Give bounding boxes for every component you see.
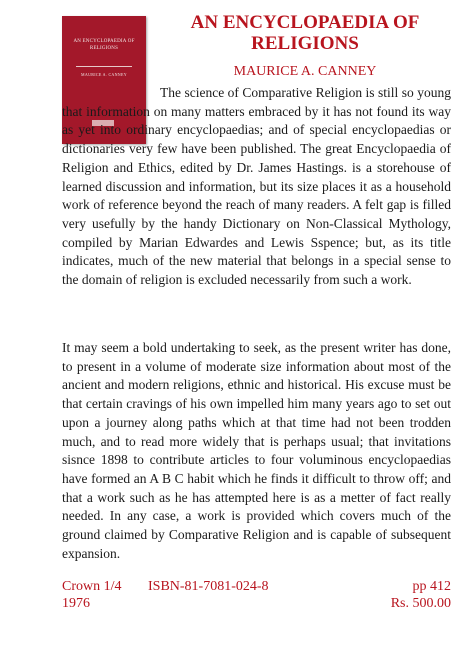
book-isbn: ISBN-81-7081-024-8 [148,579,269,594]
book-format: Crown 1/4 [62,579,122,594]
book-price: Rs. 500.00 [390,596,451,611]
book-details-row-1 [62,578,451,595]
cover-title [66,38,142,52]
book-details [62,578,451,612]
book-year: 1976 [62,596,90,611]
book-pages: pp 412 [412,579,451,594]
cover-divider [76,66,132,67]
book-details-row-2 [62,595,451,612]
cover-author: MAURICE A. CANNEY [81,72,127,77]
book-title: AN ENCYCLOPAEDIA OF RELIGIONS [190,12,420,54]
book-author: MAURICE A. CANNEY [233,64,377,79]
cover-title-line-1: AN ENCYCLOPAEDIA OF [73,39,135,44]
cover-title-line-2: RELIGIONS [89,46,119,51]
description-paragraph-2: It may seem a bold undertaking to seek, as the present writer has done, to present in a volume of moderate size information about most of the ancient and modern religions, ethnic and historical. His excuse must be that certain cravings of his own impelled him many years ago to set out upon a journey along paths which at that time had not been trodden much, and to read more widely that is perhaps usual; that invitations sisnce 1898 to contribute articles to four voluminous encyclopaedias have formed an A B C habit which he finds it difficult to throw off; and that a work such as he has attempted here is as a metter of fact really needed. In any case, a work is provided which covers much of the ground claimed by Comparative Religion and is capable of subsequent expansion. [62,340,451,561]
description-paragraph-1: The science of Comparative Religion is still so young that information on many matters embraced by it has not found its way as yet into ordinary encyclopaedias; and of special encyclopaedias or dictionaries very few have been published. The great Encyclopaedia of Religion and Ethics, edited by Dr. James Hastings. is a storehouse of learned discussion and information, but its size places it as a household work of reference beyond the reach of many readers. A felt gap is filled very usefully by the handy Dictionary on Non-Classical Mythology, compiled by Marian Edwardes and Lewis Sspence; but, as its title indicates, much of the new material that belongs in a special sense to the domain of religion is excluded necessarily from such a work. [62,85,451,288]
